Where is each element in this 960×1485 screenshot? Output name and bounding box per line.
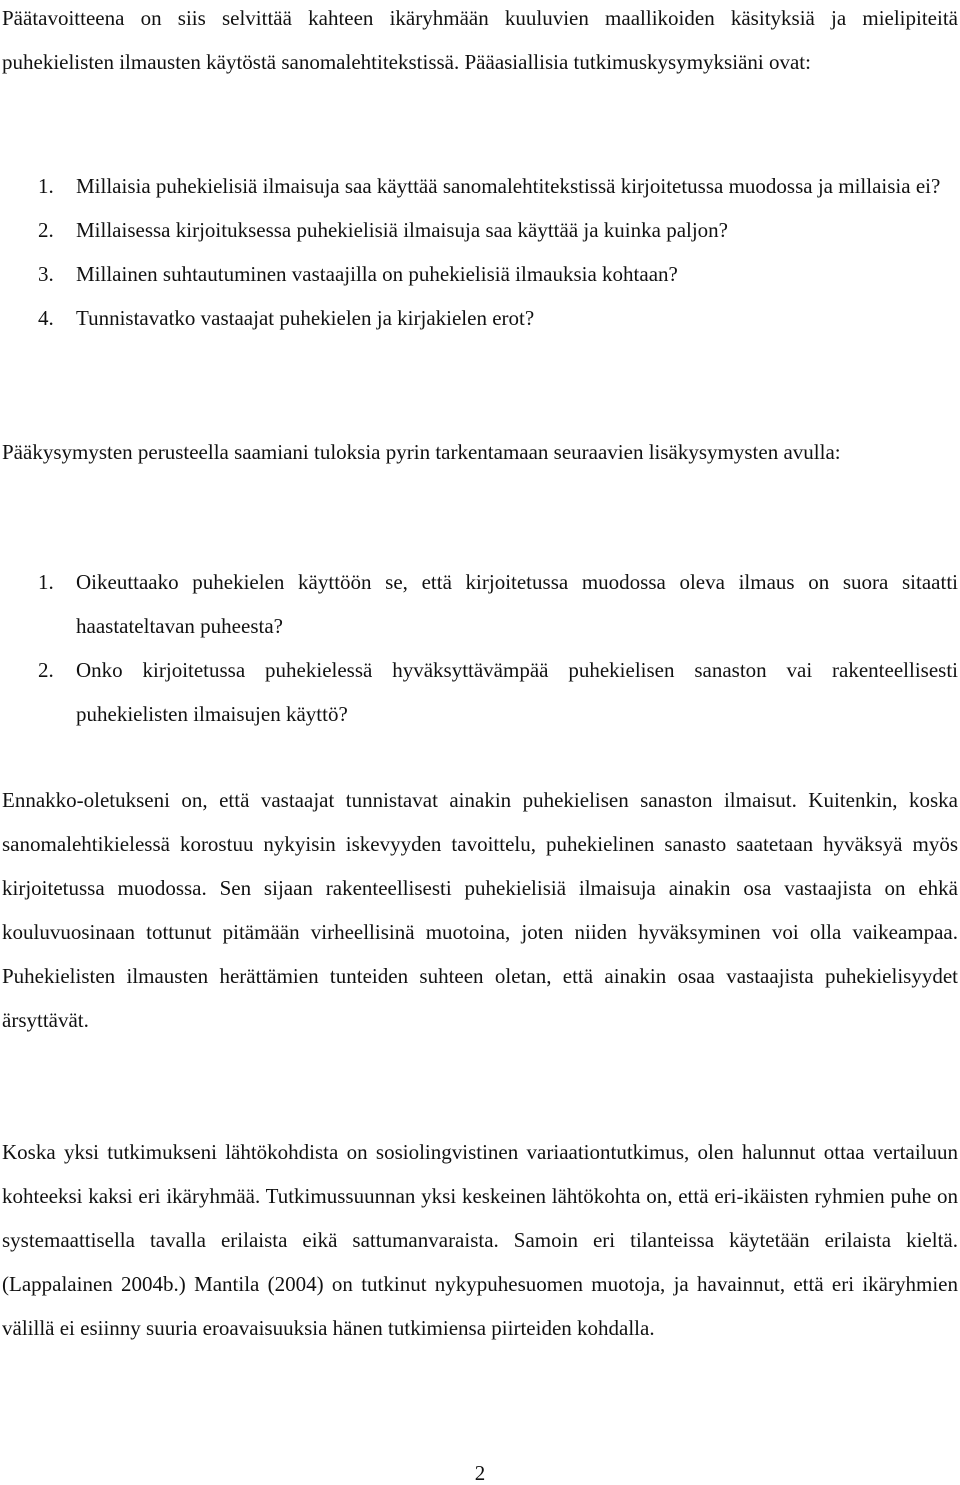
list-number: 2. <box>38 218 54 242</box>
list-item <box>0 252 958 296</box>
sub-questions-list <box>0 560 958 736</box>
hypothesis-paragraph: Ennakko-oletukseni on, että vastaajat tunnistavat ainakin puhekielisen sanaston ilmaisut. Kuitenkin, koska sanomalehtikielessä korostuu nykyisin iskevyyden tavoittelu, puhekielinen sanasto saatetaan hyväksyä myös kirjoitetussa muodossa. Sen sijaan rakenteellisesti puhekielisiä ilmaisuja ainakin osa vastaajista on ehkä kouluvuosinaan tottunut pitämään virheellisinä muotoina, joten niiden hyväksyminen voi olla vaikeampaa. Puhekielisten ilmausten herättämien tunteiden suhteen oletan, että ainakin osaa vastaajista puhekielisyydet ärsyttävät. <box>2 788 958 1032</box>
list-number: 4. <box>38 306 54 330</box>
list-number: 1. <box>38 174 54 198</box>
list-item <box>0 560 958 648</box>
page-number: 2 <box>474 1461 486 1485</box>
list-item-text: Onko kirjoitetussa puhekielessä hyväksyttävämpää puhekielisen sanaston vai rakenteellisesti puhekielisten ilmaisujen käyttö? <box>76 658 958 726</box>
list-item-text: Tunnistavatko vastaajat puhekielen ja kirjakielen erot? <box>76 306 535 330</box>
list-item <box>0 648 958 736</box>
list-number: 2. <box>38 658 54 682</box>
list-item <box>0 208 958 252</box>
list-item <box>0 296 958 340</box>
list-item-text: Millaisia puhekielisiä ilmaisuja saa käyttää sanomalehtitekstissä kirjoitetussa muodossa ja millaisia ei? <box>76 174 941 198</box>
list-item-text: Oikeuttaako puhekielen käyttöön se, että kirjoitetussa muodossa oleva ilmaus on suora sitaatti haastateltavan puheesta? <box>76 570 958 638</box>
sub-intro-paragraph: Pääkysymysten perusteella saamiani tuloksia pyrin tarkentamaan seuraavien lisäkysymysten avulla: <box>2 440 841 464</box>
background-paragraph: Koska yksi tutkimukseni lähtökohdista on sosiolingvistinen variaationtutkimus, olen halunnut ottaa vertailuun kohteeksi kaksi eri ikäryhmää. Tutkimussuunnan yksi keskeinen lähtökohta on, että eri-ikäisten ryhmien puhe on systemaattisella tavalla erilaista eikä sattumanvaraista. Samoin eri tilanteissa käytetään erilaista kieltä. (Lappalainen 2004b.) Mantila (2004) on tutkinut nykypuhesuomen muotoja, ja havainnut, että eri ikäryhmien välillä ei esiinny suuria eroavaisuuksia hänen tutkimiensa piirteiden kohdalla. <box>2 1140 958 1340</box>
list-number: 3. <box>38 262 54 286</box>
list-item-text: Millainen suhtautuminen vastaajilla on puhekielisiä ilmauksia kohtaan? <box>76 262 678 286</box>
intro-paragraph: Päätavoitteena on siis selvittää kahteen ikäryhmään kuuluvien maallikoiden käsityksiä ja mielipiteitä puhekielisten ilmausten käytöstä sanomalehtitekstissä. Pääasiallisia tutkimuskysymyksiäni ovat: <box>2 6 958 74</box>
list-item-text: Millaisessa kirjoituksessa puhekielisiä ilmaisuja saa käyttää ja kuinka paljon? <box>76 218 729 242</box>
list-number: 1. <box>38 570 54 594</box>
list-item <box>0 164 958 208</box>
main-questions-list <box>0 164 958 340</box>
